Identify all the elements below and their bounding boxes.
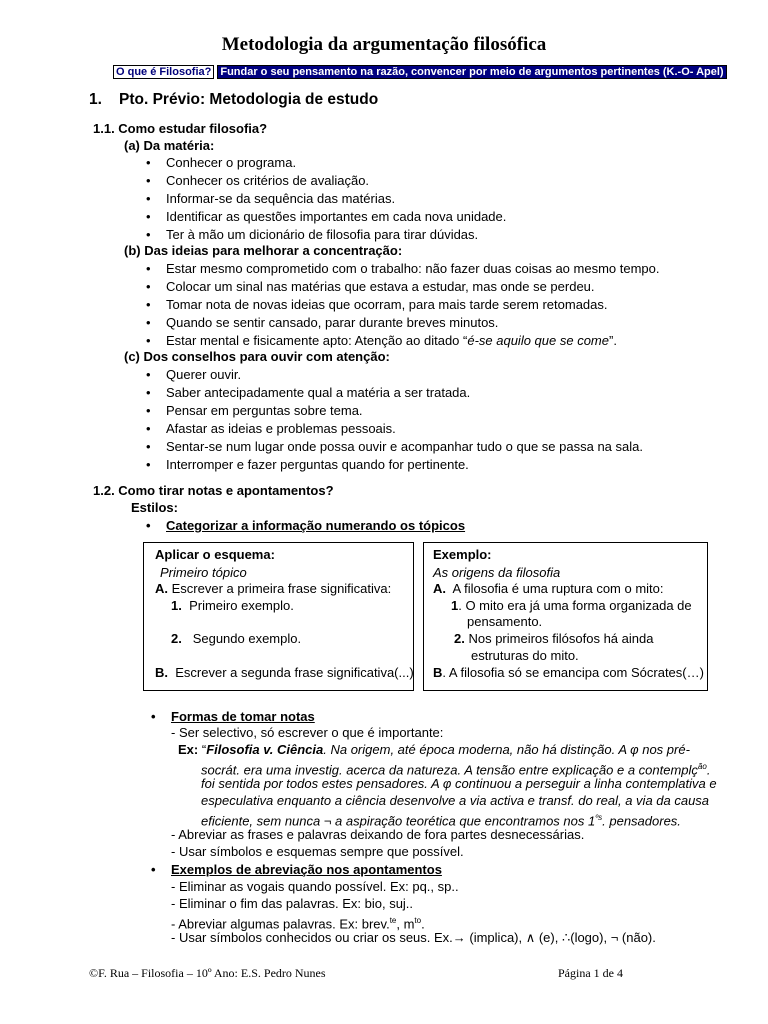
list-item: • Colocar um sinal nas matérias que estava a estudar, mas onde se perdeu. bbox=[166, 279, 595, 294]
list-item: • Identificar as questões importantes em cada nova unidade. bbox=[166, 209, 506, 224]
example-item-a: A. A filosofia é uma ruptura com o mito: bbox=[433, 581, 664, 596]
footer-author: ©F. Rua – Filosofia – 10º Ano: E.S. Pedro Nunes bbox=[89, 966, 326, 980]
banner-question: O que é Filosofia? bbox=[113, 65, 214, 79]
forms-example-line-2: socrát. era uma investig. acerca da natureza. A tensão entre explicação e a contemplç$^{ão}$. bbox=[201, 762, 711, 778]
abbr-line-1: - Eliminar as vogais quando possível. Ex: pq., sp.. bbox=[171, 879, 459, 894]
forms-example-line-5: eficiente, sem nunca ¬ a aspiração teorética que encontramos nos $1^{ºs}$. pensadores. bbox=[201, 813, 681, 829]
forms-line-4: - Usar símbolos e esquemas sempre que possível. bbox=[171, 844, 464, 859]
example-item-1: 1. O mito era já uma forma organizada de bbox=[451, 598, 692, 613]
scheme-item-a: A. Escrever a primeira frase significativa: bbox=[155, 581, 392, 596]
scheme-box-subtitle: Primeiro tópico bbox=[160, 565, 247, 580]
list-item: • Pensar em perguntas sobre tema. bbox=[166, 403, 363, 418]
list-item: • Afastar as ideias e problemas pessoais. bbox=[166, 421, 396, 436]
list-item: • Estar mental e fisicamente apto: Atenção ao ditado “é-se aquilo que se come”. bbox=[166, 333, 617, 348]
forms-example-line-1: Ex: “Filosofia v. Ciência. Na origem, até época moderna, não há distinção. A φ nos pré- bbox=[178, 742, 690, 757]
subsection-1-2-heading: 1.2. Como tirar notas e apontamentos? bbox=[93, 483, 334, 498]
section-1-heading bbox=[89, 91, 378, 109]
footer-page-number: Página 1 de 4 bbox=[558, 966, 623, 980]
example-item-2-cont: estruturas do mito. bbox=[471, 648, 579, 663]
example-item-b: B. A filosofia só se emancipa com Sócrates(…) bbox=[433, 665, 704, 680]
list-item: • Estar mesmo comprometido com o trabalho: não fazer duas coisas ao mesmo tempo. bbox=[166, 261, 660, 276]
list-item: • Conhecer os critérios de avaliação. bbox=[166, 173, 369, 188]
subsection-1-1-heading: 1.1. Como estudar filosofia? bbox=[93, 121, 268, 136]
section-title: Pto. Prévio: Metodologia de estudo bbox=[119, 91, 379, 108]
scheme-item-b: B. Escrever a segunda frase significativa(...) bbox=[155, 665, 414, 680]
bullet-note-forms: • Formas de tomar notas bbox=[171, 709, 315, 724]
abbr-line-4: - Usar símbolos conhecidos ou criar os seus. Ex.→ (implica), ∧ (e), ∴(logo), ¬ (não). bbox=[171, 930, 656, 945]
list-item: • Saber antecipadamente qual a matéria a ser tratada. bbox=[166, 385, 470, 400]
forms-example-line-4: especulativa enquanto a ciência desenvolve a via activa e transf. do real, a via da causa bbox=[201, 793, 710, 808]
bullet-abbreviation-examples: • Exemplos de abreviação nos apontamentos bbox=[171, 862, 442, 877]
list-a-label: (a) Da matéria: bbox=[124, 138, 215, 153]
list-item: • Sentar-se num lugar onde possa ouvir e acompanhar tudo o que se passa na sala. bbox=[166, 439, 643, 454]
scheme-box-title: Aplicar o esquema: bbox=[155, 547, 275, 562]
section-number: 1. bbox=[89, 91, 102, 108]
example-item-1-cont: pensamento. bbox=[467, 614, 543, 629]
list-item: • Conhecer o programa. bbox=[166, 155, 296, 170]
abbr-line-3: - Abreviar algumas palavras. Ex: brev.$^{te}$, $m^{to}$. bbox=[171, 916, 425, 932]
list-item: • Quando se sentir cansado, parar durante breves minutos. bbox=[166, 315, 498, 330]
list-item: • Tomar nota de novas ideias que ocorram, para mais tarde serem retomadas. bbox=[166, 297, 608, 312]
example-box-title: Exemplo: bbox=[433, 547, 492, 562]
list-c-label: (c) Dos conselhos para ouvir com atenção: bbox=[124, 349, 390, 364]
abbr-line-2: - Eliminar o fim das palavras. Ex: bio, suj.. bbox=[171, 896, 414, 911]
example-box-subtitle: As origens da filosofia bbox=[433, 565, 561, 580]
bullet-categorize: • Categorizar a informação numerando os tópicos bbox=[166, 518, 465, 533]
styles-label: Estilos: bbox=[131, 500, 178, 515]
forms-example-line-3: foi sentida por todos estes pensadores. A φ continuou a perseguir a linha contemplativa e bbox=[201, 776, 717, 791]
scheme-item-1: 1. Primeiro exemplo. bbox=[171, 598, 294, 613]
example-item-2: 2. Nos primeiros filósofos há ainda bbox=[454, 631, 654, 646]
list-item: • Ter à mão um dicionário de filosofia para tirar dúvidas. bbox=[166, 227, 478, 242]
scheme-item-2: 2. Segundo exemplo. bbox=[171, 631, 302, 646]
forms-line-1: - Ser selectivo, só escrever o que é importante: bbox=[171, 725, 444, 740]
list-item: • Interromper e fazer perguntas quando for pertinente. bbox=[166, 457, 469, 472]
list-item: • Informar-se da sequência das matérias. bbox=[166, 191, 395, 206]
list-item: • Querer ouvir. bbox=[166, 367, 241, 382]
forms-line-3: - Abreviar as frases e palavras deixando de fora partes desnecessárias. bbox=[171, 827, 585, 842]
definition-banner bbox=[113, 66, 727, 78]
banner-answer: Fundar o seu pensamento na razão, convencer por meio de argumentos pertinentes (K.-O- Apel) bbox=[217, 65, 726, 79]
list-b-label: (b) Das ideias para melhorar a concentração: bbox=[124, 243, 403, 258]
document-title: Metodologia da argumentação filosófica bbox=[221, 34, 547, 55]
